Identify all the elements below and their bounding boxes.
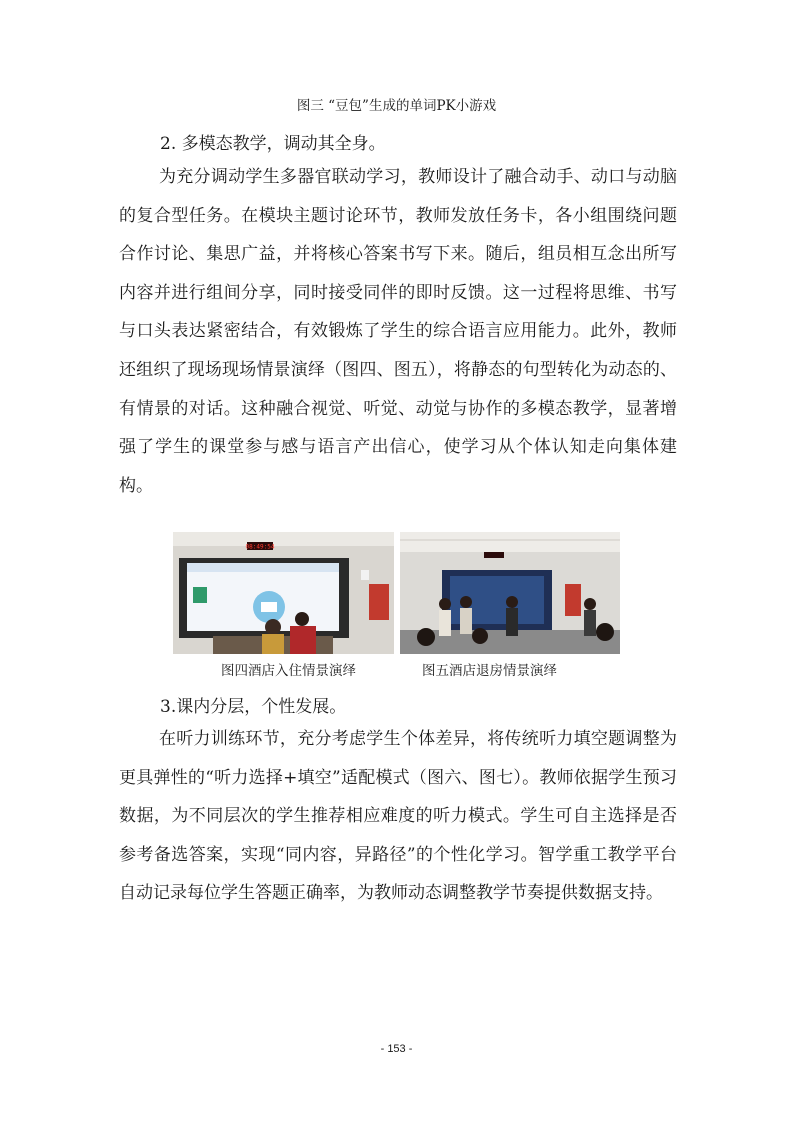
slide-logo: [193, 587, 207, 603]
figure-5-caption: 图五酒店退房情景演绎: [422, 663, 557, 679]
presenter2-body: [460, 608, 472, 634]
figure-5-photo: [400, 532, 620, 654]
student-body: [262, 634, 284, 654]
audience2-head: [472, 628, 488, 644]
presenter4-body: [584, 610, 596, 636]
section-2-paragraph: 为充分调动学生多器官联动学习，教师设计了融合动手、动口与动脑的复合型任务。在模块主题讨论环节，教师发放任务卡，各小组围绕问题合作讨论、集思广益，并将核心答案书写下来。随后，组员相互念出所写内容并进行组间分享，同时接受同伴的即时反馈。这一过程将思维、书写与口头表达紧密结合，有效锻炼了学生的综合语言应用能力。此外，教师还组织了现场现场情景演绎（图四、图五），将静态的句型转化为动态的、有情景的对话。这种融合视觉、听觉、动觉与协作的多模态教学，显著增强了学生的课堂参与感与语言产出信心，使学习从个体认知走向集体建构。: [119, 167, 677, 496]
slide-banner: [187, 563, 339, 572]
figure-4-photo: [173, 532, 394, 654]
figure-4-caption: 图四酒店入住情景演绎: [221, 663, 356, 679]
audience3-head: [596, 623, 614, 641]
led-clock-text: 08:49:54: [245, 543, 275, 551]
slide-icon-inner: [261, 602, 277, 612]
wall-poster: [369, 584, 389, 620]
presenter3-body: [506, 608, 518, 636]
presenter4-head: [584, 598, 596, 610]
presenter3-head: [506, 596, 518, 608]
wall-poster: [565, 584, 581, 616]
ceiling: [173, 532, 394, 546]
student2-head: [295, 612, 309, 626]
section-3-heading: 3.课内分层，个性发展。: [160, 697, 347, 717]
section-2-heading: 2. 多模态教学，调动其全身。: [160, 134, 386, 154]
page-number: - 153 -: [380, 1043, 413, 1055]
figure-3-caption: 图三 “豆包”生成的单词PK小游戏: [296, 98, 497, 114]
presenter2-head: [460, 596, 472, 608]
presenter1-head: [439, 598, 451, 610]
ceiling: [400, 532, 620, 552]
student2-body: [290, 626, 316, 654]
presenter1-body: [439, 610, 451, 636]
audience1-head: [417, 628, 435, 646]
section-3-paragraph: 在听力训练环节，充分考虑学生个体差异，将传统听力填空题调整为更具弹性的“听力选择+填空”适配模式（图六、图七）。教师依据学生预习数据，为不同层次的学生推荐相应难度的听力模式。学生可自主选择是否参考备选答案，实现“同内容，异路径”的个性化学习。智学重工教学平台自动记录每位学生答题正确率，为教师动态调整教学节奏提供数据支持。: [119, 729, 677, 904]
student-head: [265, 619, 281, 635]
led-clock: [484, 552, 504, 558]
wall-switch: [361, 570, 369, 580]
